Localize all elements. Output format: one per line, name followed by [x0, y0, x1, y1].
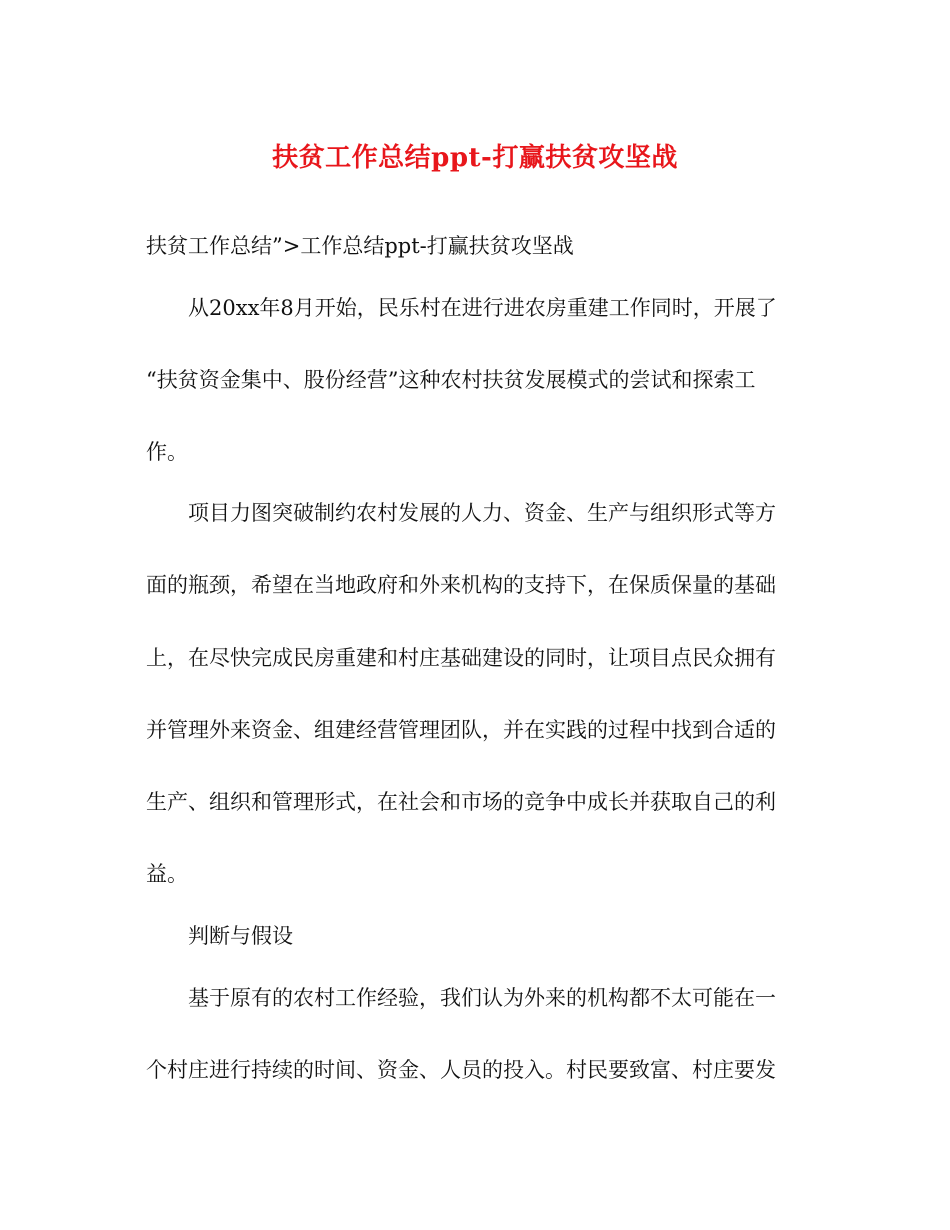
paragraph-line: “扶贫资金集中、股份经营”这种农村扶贫发展模式的尝试和探索工 [146, 368, 756, 392]
document-title: 扶贫工作总结ppt-打赢扶贫攻坚战 [272, 143, 678, 173]
section-heading: 判断与假设 [146, 924, 293, 948]
paragraph-line: 基于原有的农村工作经验，我们认为外来的机构都不太可能在一 [146, 986, 776, 1010]
paragraph-line: 面的瓶颈，希望在当地政府和外来机构的支持下，在保质保量的基础 [146, 573, 776, 597]
paragraph-line: 生产、组织和管理形式，在社会和市场的竞争中成长并获取自己的利 [146, 790, 776, 814]
paragraph-line: 项目力图突破制约农村发展的人力、资金、生产与组织形式等方 [146, 501, 776, 525]
paragraph-line: 个村庄进行持续的时间、资金、人员的投入。村民要致富、村庄要发 [146, 1058, 776, 1082]
paragraph-line: 并管理外来资金、组建经营管理团队，并在实践的过程中找到合适的 [146, 718, 776, 742]
paragraph-line: 作。 [146, 440, 188, 464]
paragraph-line: 益。 [146, 862, 188, 886]
breadcrumb-line: 扶贫工作总结”>工作总结ppt-打赢扶贫攻坚战 [146, 234, 574, 258]
paragraph-line: 上，在尽快完成民房重建和村庄基础建设的同时，让项目点民众拥有 [146, 646, 776, 670]
paragraph-line: 从20xx年8月开始，民乐村在进行进农房重建工作同时，开展了 [146, 296, 777, 320]
